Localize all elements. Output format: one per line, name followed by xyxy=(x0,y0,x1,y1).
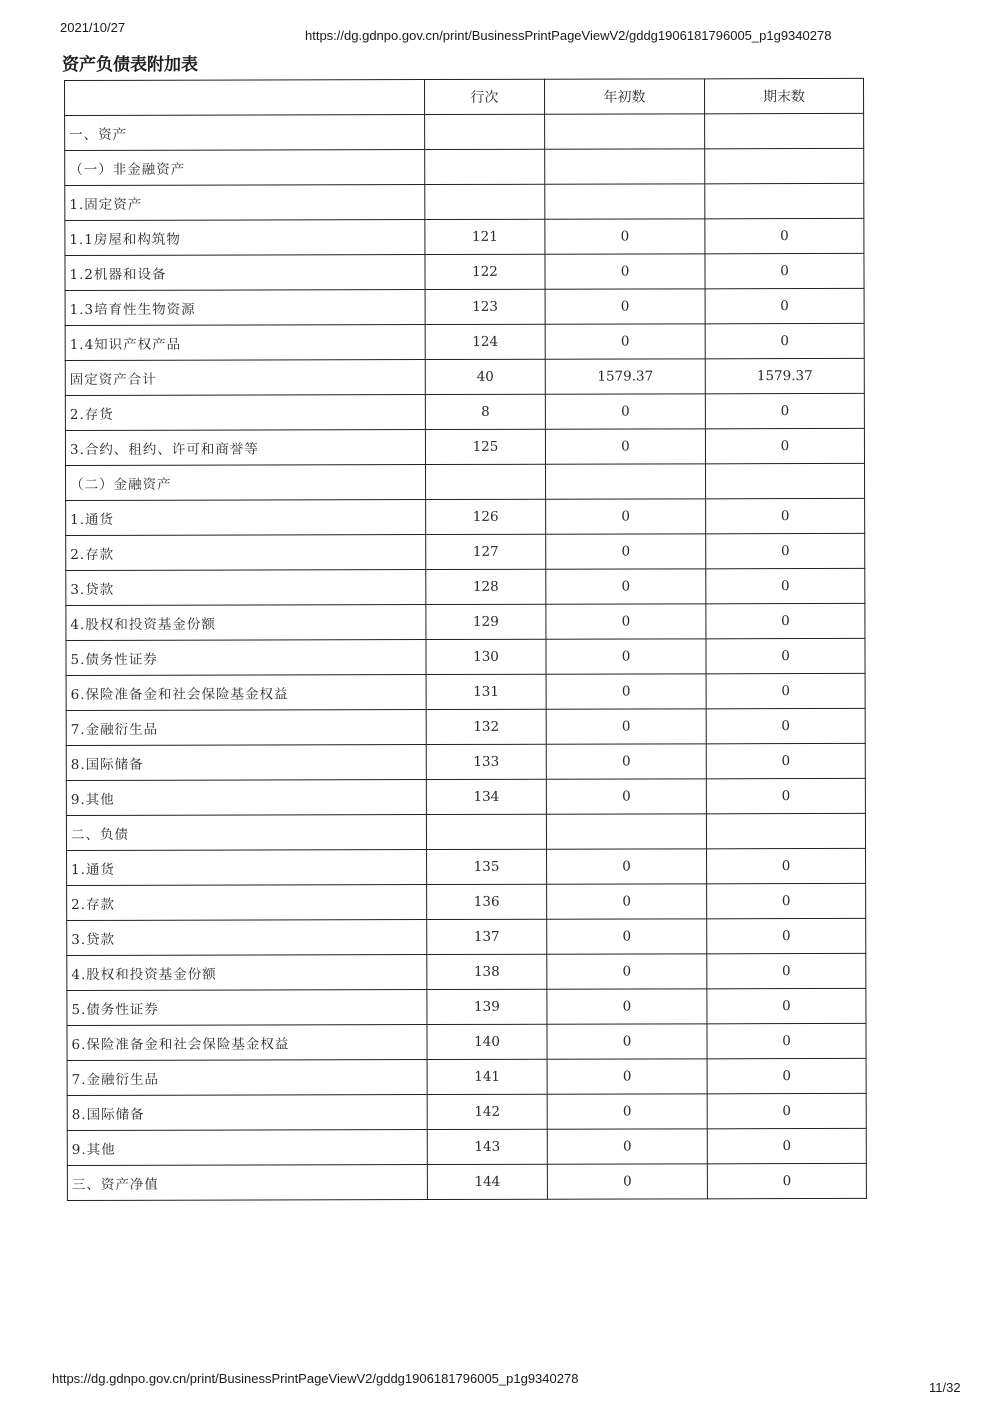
row-label: 9.其他 xyxy=(66,780,426,816)
table-row xyxy=(65,183,864,220)
row-label: （一）非金融资产 xyxy=(65,150,425,186)
table-row xyxy=(66,778,865,815)
beginning-balance-cell: 0 xyxy=(547,989,707,1024)
row-number-cell: 142 xyxy=(427,1094,547,1129)
table-row xyxy=(66,568,865,605)
balance-sheet-supplement-table-wrapper xyxy=(64,78,866,1201)
row-label: 3.贷款 xyxy=(67,920,427,956)
beginning-balance-cell xyxy=(545,184,705,219)
beginning-balance-cell xyxy=(545,149,705,184)
ending-balance-cell: 0 xyxy=(706,533,865,568)
row-label: 固定资产合计 xyxy=(65,360,425,396)
table-row xyxy=(66,708,865,745)
row-number-cell: 127 xyxy=(426,534,546,569)
table-row xyxy=(65,393,864,430)
beginning-balance-cell: 0 xyxy=(547,1129,707,1164)
ending-balance-cell: 0 xyxy=(707,883,866,918)
ending-balance-cell: 0 xyxy=(705,428,864,463)
ending-balance-cell: 0 xyxy=(706,708,865,743)
table-row xyxy=(66,463,865,500)
beginning-balance-cell xyxy=(546,814,706,849)
row-number-cell: 143 xyxy=(427,1129,547,1164)
row-number-cell: 121 xyxy=(425,219,545,254)
beginning-balance-cell: 0 xyxy=(545,394,705,429)
row-label: 二、负债 xyxy=(66,815,426,851)
row-label: 2.存款 xyxy=(67,885,427,921)
beginning-balance-cell: 0 xyxy=(545,429,705,464)
column-header-item xyxy=(65,80,425,116)
row-label: 1.通货 xyxy=(66,500,426,536)
beginning-balance-cell xyxy=(546,464,706,499)
ending-balance-cell: 0 xyxy=(707,918,866,953)
row-label: 4.股权和投资基金份额 xyxy=(66,605,426,641)
row-number-cell xyxy=(425,184,545,219)
row-label: （二）金融资产 xyxy=(66,465,426,501)
ending-balance-cell: 0 xyxy=(705,323,864,358)
beginning-balance-cell: 0 xyxy=(547,1059,707,1094)
row-number-cell: 124 xyxy=(425,324,545,359)
table-row xyxy=(66,813,865,850)
table-row xyxy=(66,533,865,570)
row-label: 一、资产 xyxy=(65,115,425,151)
table-row xyxy=(65,148,864,185)
ending-balance-cell: 0 xyxy=(705,253,864,288)
beginning-balance-cell: 0 xyxy=(545,289,705,324)
row-number-cell: 126 xyxy=(426,499,546,534)
row-number-cell: 131 xyxy=(426,674,546,709)
beginning-balance-cell: 0 xyxy=(545,219,705,254)
row-number-cell xyxy=(426,464,546,499)
beginning-balance-cell: 0 xyxy=(546,674,706,709)
beginning-balance-cell: 0 xyxy=(546,744,706,779)
row-label: 1.4知识产权产品 xyxy=(65,325,425,361)
row-number-cell: 141 xyxy=(427,1059,547,1094)
table-header-row xyxy=(65,78,864,115)
row-label: 1.1房屋和构筑物 xyxy=(65,220,425,256)
table-row xyxy=(67,953,866,990)
ending-balance-cell: 0 xyxy=(706,778,865,813)
row-label: 5.债务性证券 xyxy=(66,640,426,676)
table-row xyxy=(67,848,866,885)
table-row xyxy=(65,253,864,290)
row-label: 6.保险准备金和社会保险基金权益 xyxy=(66,675,426,711)
beginning-balance-cell: 0 xyxy=(546,604,706,639)
table-row xyxy=(66,603,865,640)
row-number-cell: 130 xyxy=(426,639,546,674)
beginning-balance-cell: 1579.37 xyxy=(545,359,705,394)
row-label: 2.存款 xyxy=(66,535,426,571)
row-number-cell: 137 xyxy=(427,919,547,954)
page-title: 资产负债表附加表 xyxy=(62,55,198,75)
row-number-cell: 139 xyxy=(427,989,547,1024)
table-row xyxy=(67,988,866,1025)
table-row xyxy=(67,1093,866,1130)
row-label: 3.贷款 xyxy=(66,570,426,606)
row-number-cell: 136 xyxy=(427,884,547,919)
table-row xyxy=(65,113,864,150)
ending-balance-cell: 0 xyxy=(706,743,865,778)
beginning-balance-cell: 0 xyxy=(547,1164,707,1199)
ending-balance-cell xyxy=(705,148,864,183)
beginning-balance-cell: 0 xyxy=(546,639,706,674)
table-row xyxy=(67,1128,866,1165)
row-number-cell: 135 xyxy=(427,849,547,884)
row-number-cell: 129 xyxy=(426,604,546,639)
row-label: 1.3培育性生物资源 xyxy=(65,290,425,326)
ending-balance-cell: 0 xyxy=(707,1093,866,1128)
ending-balance-cell xyxy=(706,813,865,848)
column-header-ending-balance: 期末数 xyxy=(704,78,863,113)
table-row xyxy=(66,638,865,675)
beginning-balance-cell: 0 xyxy=(546,569,706,604)
ending-balance-cell: 0 xyxy=(707,988,866,1023)
row-number-cell: 138 xyxy=(427,954,547,989)
row-label: 8.国际储备 xyxy=(66,745,426,781)
row-number-cell: 134 xyxy=(426,779,546,814)
row-label: 1.通货 xyxy=(67,850,427,886)
beginning-balance-cell: 0 xyxy=(546,534,706,569)
beginning-balance-cell: 0 xyxy=(546,779,706,814)
table-row xyxy=(67,1163,866,1200)
ending-balance-cell: 0 xyxy=(707,1058,866,1093)
table-row xyxy=(67,883,866,920)
table-row xyxy=(65,323,864,360)
table-row xyxy=(66,673,865,710)
beginning-balance-cell: 0 xyxy=(547,1094,707,1129)
row-label: 7.金融衍生品 xyxy=(66,710,426,746)
row-number-cell xyxy=(425,149,545,184)
ending-balance-cell: 0 xyxy=(705,393,864,428)
beginning-balance-cell: 0 xyxy=(546,499,706,534)
row-number-cell: 122 xyxy=(425,254,545,289)
row-label: 7.金融衍生品 xyxy=(67,1060,427,1096)
row-label: 6.保险准备金和社会保险基金权益 xyxy=(67,1025,427,1061)
ending-balance-cell: 0 xyxy=(705,218,864,253)
beginning-balance-cell: 0 xyxy=(547,884,707,919)
ending-balance-cell: 0 xyxy=(707,1023,866,1058)
table-row xyxy=(67,1058,866,1095)
row-number-cell: 140 xyxy=(427,1024,547,1059)
row-number-cell: 133 xyxy=(426,744,546,779)
row-number-cell: 125 xyxy=(425,429,545,464)
ending-balance-cell: 0 xyxy=(707,848,866,883)
ending-balance-cell: 0 xyxy=(706,498,865,533)
row-label: 9.其他 xyxy=(67,1130,427,1166)
row-number-cell: 40 xyxy=(425,359,545,394)
table-row xyxy=(65,428,864,465)
ending-balance-cell xyxy=(706,463,865,498)
print-footer-url: https://dg.gdnpo.gov.cn/print/BusinessPrintPageViewV2/gddg1906181796005_p1g9340278 xyxy=(52,1371,579,1386)
row-label: 1.2机器和设备 xyxy=(65,255,425,291)
beginning-balance-cell xyxy=(545,114,705,149)
ending-balance-cell: 0 xyxy=(706,603,865,638)
row-number-cell: 144 xyxy=(427,1164,547,1199)
ending-balance-cell: 0 xyxy=(707,953,866,988)
row-label: 3.合约、租约、许可和商誉等 xyxy=(65,430,425,466)
ending-balance-cell: 0 xyxy=(707,1163,866,1198)
ending-balance-cell: 0 xyxy=(707,1128,866,1163)
column-header-beginning-balance: 年初数 xyxy=(544,79,704,114)
ending-balance-cell xyxy=(705,113,864,148)
row-number-cell: 8 xyxy=(425,394,545,429)
beginning-balance-cell: 0 xyxy=(547,1024,707,1059)
beginning-balance-cell: 0 xyxy=(547,919,707,954)
table-body xyxy=(65,113,867,1200)
row-label: 1.固定资产 xyxy=(65,185,425,221)
beginning-balance-cell: 0 xyxy=(547,849,707,884)
beginning-balance-cell: 0 xyxy=(547,954,707,989)
page-number: 11/32 xyxy=(929,1380,961,1395)
row-number-cell xyxy=(425,114,545,149)
table-row xyxy=(66,498,865,535)
table-row xyxy=(66,743,865,780)
table-row xyxy=(67,918,866,955)
table-row xyxy=(67,1023,866,1060)
row-label: 8.国际储备 xyxy=(67,1095,427,1131)
table-row xyxy=(65,288,864,325)
row-number-cell: 123 xyxy=(425,289,545,324)
table-row xyxy=(65,218,864,255)
ending-balance-cell xyxy=(705,183,864,218)
row-number-cell xyxy=(426,814,546,849)
print-date: 2021/10/27 xyxy=(60,20,126,35)
ending-balance-cell: 0 xyxy=(706,568,865,603)
table-row xyxy=(65,358,864,395)
ending-balance-cell: 0 xyxy=(705,288,864,323)
row-label: 4.股权和投资基金份额 xyxy=(67,955,427,991)
ending-balance-cell: 1579.37 xyxy=(705,358,864,393)
balance-sheet-supplement-table xyxy=(64,78,867,1201)
row-label: 三、资产净值 xyxy=(67,1165,427,1201)
ending-balance-cell: 0 xyxy=(706,638,865,673)
row-number-cell: 132 xyxy=(426,709,546,744)
ending-balance-cell: 0 xyxy=(706,673,865,708)
beginning-balance-cell: 0 xyxy=(546,709,706,744)
print-header-url: https://dg.gdnpo.gov.cn/print/BusinessPrintPageViewV2/gddg1906181796005_p1g9340278 xyxy=(305,28,832,43)
row-label: 2.存货 xyxy=(65,395,425,431)
beginning-balance-cell: 0 xyxy=(545,254,705,289)
column-header-row-number: 行次 xyxy=(425,79,545,114)
row-number-cell: 128 xyxy=(426,569,546,604)
row-label: 5.债务性证券 xyxy=(67,990,427,1026)
beginning-balance-cell: 0 xyxy=(545,324,705,359)
